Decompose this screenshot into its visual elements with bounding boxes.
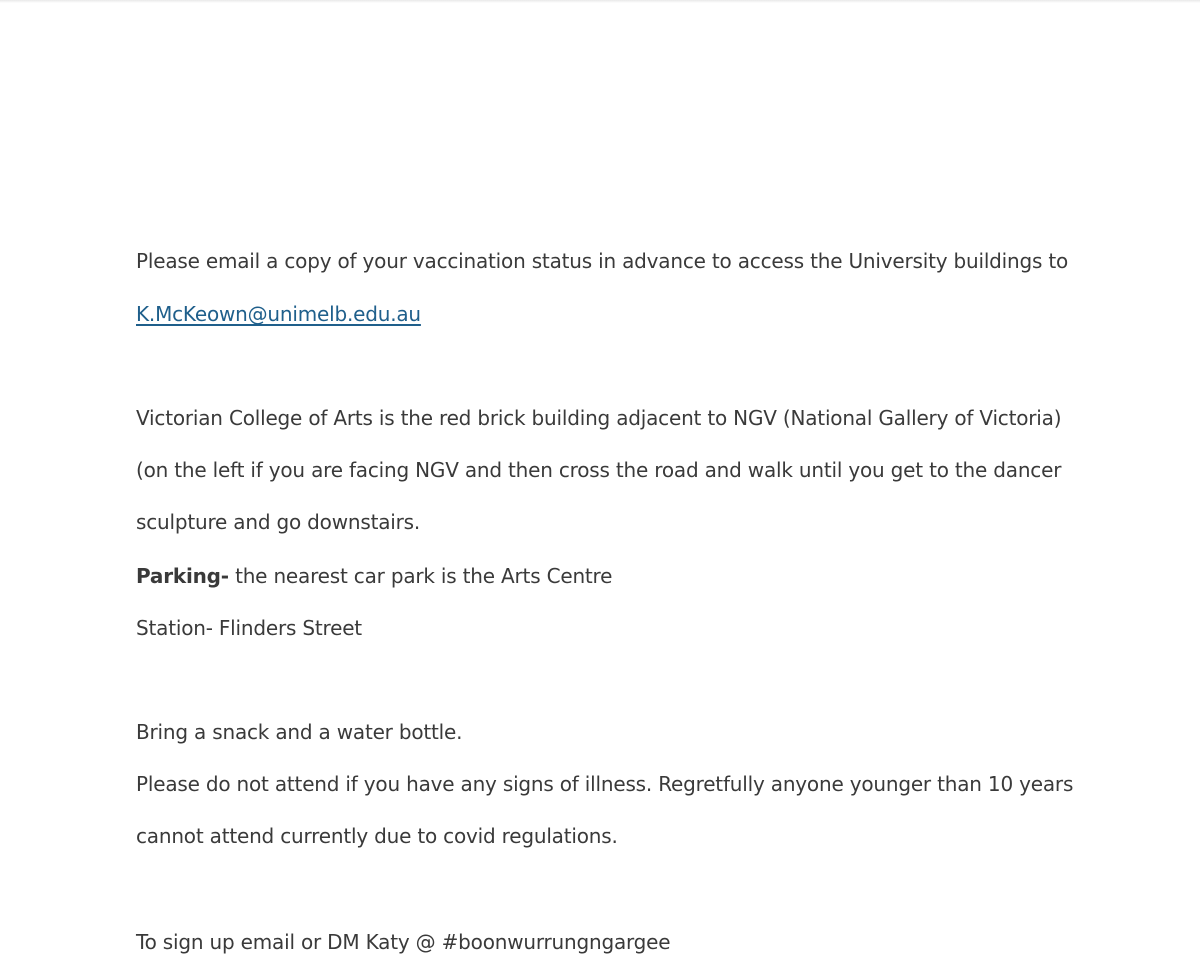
email-link[interactable]: K.McKeown@unimelb.edu.au [136, 302, 421, 326]
parking-text: the nearest car park is the Arts Centre [228, 564, 613, 588]
location-line-3: sculpture and go downstairs. [136, 510, 421, 534]
illness-line-2: cannot attend currently due to covid regulations. [136, 824, 618, 848]
station-line: Station- Flinders Street [136, 616, 362, 640]
email-line [136, 301, 421, 327]
illness-line-1: Please do not attend if you have any signs of illness. Regretfully anyone younger than 10 years [136, 772, 1074, 796]
signup-line: To sign up email or DM Katy @ #boonwurrungngargee [136, 930, 671, 954]
snack-line: Bring a snack and a water bottle. [136, 720, 463, 744]
vaccination-instruction: Please email a copy of your vaccination status in advance to access the University buildings to [136, 249, 1069, 273]
parking-label: Parking- [136, 564, 229, 588]
location-line-2: (on the left if you are facing NGV and then cross the road and walk until you get to the dancer [136, 458, 1062, 482]
location-line-1: Victorian College of Arts is the red brick building adjacent to NGV (National Gallery of Victoria) [136, 406, 1062, 430]
parking-line [136, 563, 612, 589]
